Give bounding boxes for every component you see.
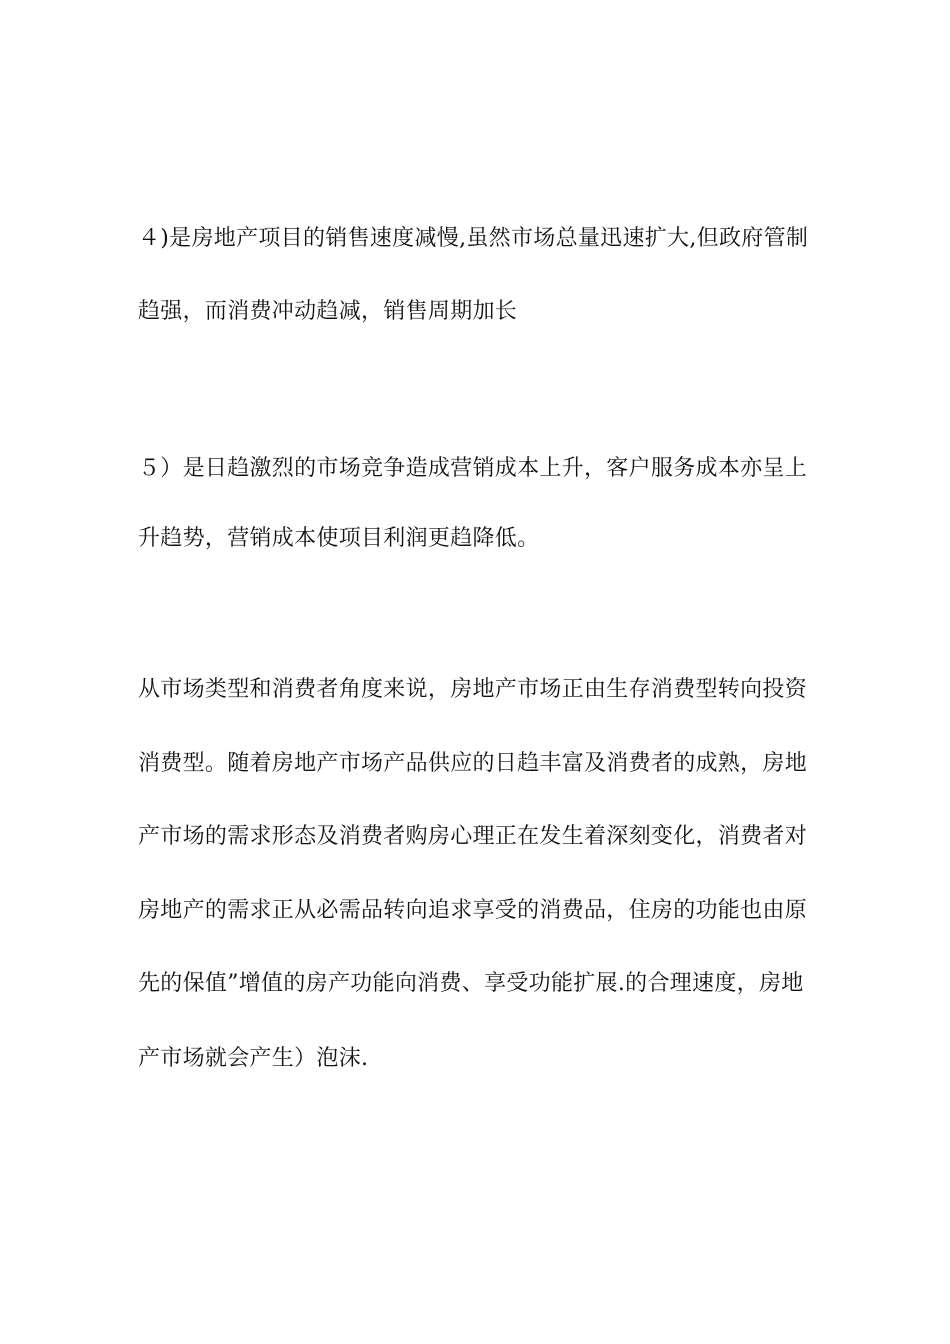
paragraph-3-line-4: 房地产的需求正从必需品转向追求享受的消费品，住房的功能也由原 [138, 898, 808, 923]
paragraph-2-line-2: 升趋势，营销成本使项目利润更趋降低。 [138, 526, 540, 551]
paragraph-3-line-5: 先的保值”增值的房产功能向消费、享受功能扩展.的合理速度，房地 [138, 971, 804, 996]
paragraph-3-line-1: 从市场类型和消费者角度来说，房地产市场正由生存消费型转向投资 [138, 677, 808, 702]
paragraph-2-line-1: ５）是日趋激烈的市场竞争造成营销成本上升，客户服务成本亦呈上 [138, 456, 808, 481]
paragraph-3-line-3: 产市场的需求形态及消费者购房心理正在发生着深刻变化，消费者对 [138, 824, 808, 849]
paragraph-3-line-6: 产市场就会产生）泡沫. [138, 1046, 369, 1071]
paragraph-1-line-1: ４)是房地产项目的销售速度减慢,虽然市场总量迅速扩大,但政府管制 [138, 226, 809, 251]
paragraph-3-line-2: 消费型。随着房地产市场产品供应的日趋丰富及消费者的成熟，房地 [138, 751, 808, 776]
paragraph-1-line-2: 趋强，而消费冲动趋减，销售周期加长 [138, 299, 518, 324]
